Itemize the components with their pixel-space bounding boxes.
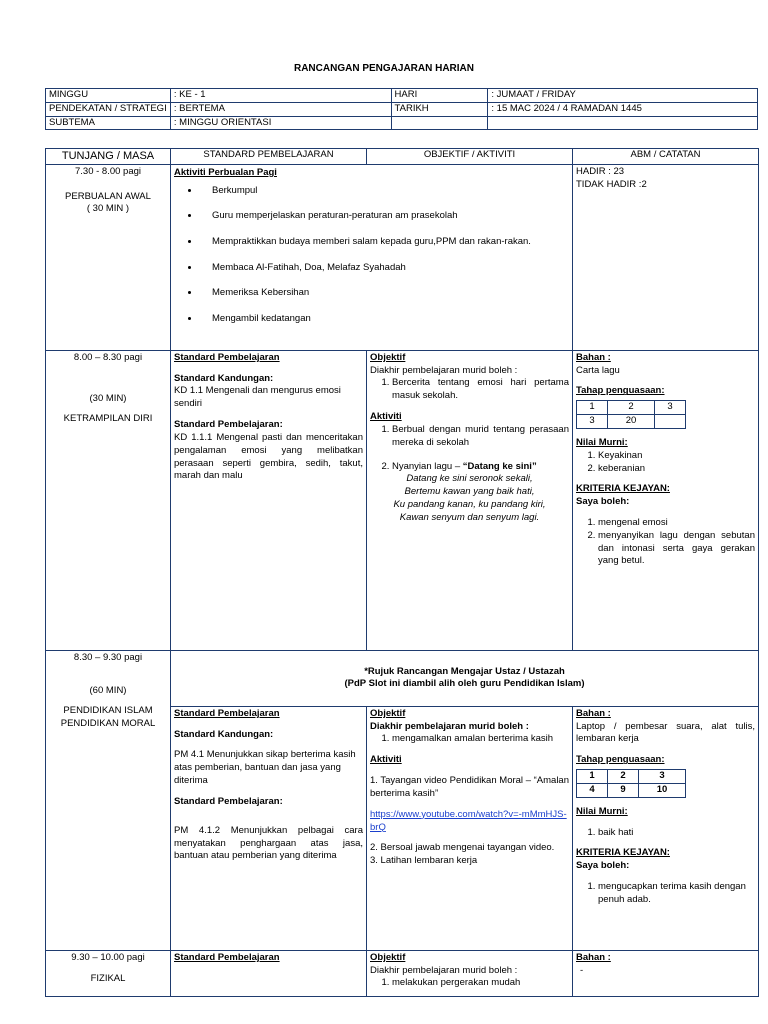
tunjang-name: PENDIDIKAN MORAL — [60, 718, 156, 730]
tahap-cell: 1 — [577, 770, 608, 784]
lyric-line: Bertemu kawan yang baik hati, — [404, 486, 535, 498]
akt-title: Aktiviti — [370, 411, 402, 423]
objektif-cell — [367, 350, 573, 650]
info-table — [45, 88, 758, 130]
header-standard: STANDARD PEMBELAJARAN — [171, 149, 367, 165]
video-link[interactable]: https://www.youtube.com/watch?v=-mMmHJS-brQ — [370, 808, 567, 833]
list-item: • Mempraktikkan budaya memberi salam kepada guru,PPM dan rakan-rakan. — [200, 235, 560, 250]
time-cell — [46, 650, 171, 950]
standard-cell — [171, 350, 367, 650]
list-item: • Berkumpul — [200, 184, 560, 199]
tunjang-name: FIZIKAL — [90, 972, 126, 984]
bahan-title: Bahan : — [576, 951, 611, 963]
list-item: 1. mengenal emosi — [598, 517, 755, 530]
sp-text: KD 1.1.1 Mengenal pasti dan menceritakan pengalaman emosi yang melibatkan perasaan seperti gembira, sedih, takut, marah dan malu — [174, 431, 363, 482]
pendekatan-value: : BERTEMA — [170, 102, 391, 116]
sk-text: PM 4.1 Menunjukkan sikap berterima kasih atas pemberian, bantuan dan jasa yang diterima — [174, 749, 356, 787]
pendekatan-label: PENDEKATAN / STRATEGI — [46, 102, 171, 116]
time: 7.30 - 8.00 pagi — [74, 165, 142, 177]
song-title: “Datang ke sini” — [462, 460, 537, 472]
tahap-cell: 3 — [639, 770, 686, 784]
info-row — [46, 116, 758, 130]
header-row — [46, 149, 759, 165]
sp-label: Standard Pembelajaran: — [174, 795, 283, 807]
tahap-cell: 4 — [577, 783, 608, 797]
info-empty — [488, 116, 758, 130]
list-item: • Mengambil kedatangan — [200, 312, 560, 327]
obj-list — [370, 377, 569, 403]
header-abm: ABM / CATATAN — [573, 149, 759, 165]
sp-title: Standard Pembelajaran — [174, 351, 280, 363]
sp-label: Standard Pembelajaran: — [174, 419, 283, 431]
kriteria-list — [576, 517, 755, 568]
duration: ( 30 MIN ) — [86, 203, 130, 215]
tunjang-name: PENDIDIKAN ISLAM — [63, 705, 153, 717]
note-cell — [171, 650, 759, 706]
time: 8.30 – 9.30 pagi — [73, 651, 143, 663]
tunjang-name: PERBUALAN AWAL — [65, 190, 151, 202]
minggu-value: : KE - 1 — [170, 89, 391, 103]
bahan-text: Carta lagu — [576, 364, 620, 376]
activity-list — [174, 184, 560, 327]
kriteria-title: KRITERIA KEJAYAN: — [576, 483, 670, 495]
tidak-hadir: TIDAK HADIR :2 — [576, 178, 647, 190]
akt-item: 3. Latihan lembaran kerja — [370, 855, 478, 867]
bahan-text: - — [580, 964, 584, 976]
lyric-line: Datang ke sini seronok sekali, — [406, 473, 533, 485]
tahap-cell: 20 — [608, 415, 655, 429]
saya-boleh: Saya boleh: — [576, 496, 630, 508]
subtema-value: : MINGGU ORIENTASI — [170, 116, 391, 130]
sp-text: PM 4.1.2 Menunjukkan pelbagai cara menyatakan penghargaan atas jasa, bantuan atau pemberian yang diterima — [174, 824, 363, 862]
standard-cell — [171, 706, 367, 950]
tahap-cell: 1 — [577, 401, 608, 415]
info-row — [46, 89, 758, 103]
sk-label: Standard Kandungan: — [174, 728, 274, 740]
info-empty — [391, 116, 488, 130]
sp-title: Standard Pembelajaran — [174, 951, 280, 963]
time: 9.30 – 10.00 pagi — [71, 951, 145, 963]
sk-text: KD 1.1 Mengenali dan mengurus emosi sendiri — [174, 385, 341, 410]
list-item: 1. mengamalkan amalan berterima kasih — [392, 733, 569, 746]
objektif-cell — [367, 706, 573, 950]
standard-cell — [171, 950, 367, 996]
row-ketrampilan-diri — [46, 350, 759, 650]
activity-cell — [171, 164, 573, 350]
abm-cell — [573, 164, 759, 350]
obj-intro: Diakhir pembelajaran murid boleh : — [370, 364, 518, 376]
kriteria-list — [576, 881, 755, 907]
header-objektif: OBJEKTIF / AKTIVITI — [367, 149, 573, 165]
time-cell — [46, 950, 171, 996]
obj-list — [370, 977, 569, 990]
time: 8.00 – 8.30 pagi — [73, 351, 143, 363]
hari-label: HARI — [391, 89, 488, 103]
obj-title: Objektif — [370, 951, 406, 963]
time-cell — [46, 350, 171, 650]
tahap-cell — [654, 415, 685, 429]
tarikh-value: : 15 MAC 2024 / 4 RAMADAN 1445 — [488, 102, 758, 116]
obj-title: Objektif — [370, 707, 406, 719]
bahan-title: Bahan : — [576, 351, 611, 363]
list-item: 1. baik hati — [598, 827, 755, 840]
list-item: • Membaca Al-Fatihah, Doa, Melafaz Syahadah — [200, 261, 560, 276]
nilai-list — [576, 827, 755, 840]
list-item: 2. keberanian — [598, 463, 755, 476]
nilai-title: Nilai Murni: — [576, 436, 628, 448]
list-item: 1. Bercerita tentang emosi hari pertama masuk sekolah. — [392, 377, 569, 403]
activity-title: Aktiviti Perbualan Pagi — [174, 166, 277, 178]
list-item: • Memeriksa Kebersihan — [200, 286, 560, 301]
tarikh-label: TARIKH — [391, 102, 488, 116]
kriteria-title: KRITERIA KEJAYAN: — [576, 847, 670, 859]
abm-cell — [573, 706, 759, 950]
tahap-cell: 3 — [577, 415, 608, 429]
obj-intro: Diakhir pembelajaran murid boleh : — [370, 720, 529, 732]
nilai-title: Nilai Murni: — [576, 805, 628, 817]
lyric-line: Ku pandang kanan, ku pandang kiri, — [393, 498, 546, 510]
list-item: 1. Berbual dengan murid tentang perasaan mereka di sekolah — [392, 424, 569, 450]
row-perbualan-awal — [46, 164, 759, 350]
note-line: (PdP Slot ini diambil alih oleh guru Pendidikan Islam) — [344, 678, 585, 690]
header-tunjang: TUNJANG / MASA — [46, 149, 171, 165]
lyric-line: Kawan senyum dan senyum lagi. — [399, 511, 540, 523]
nilai-list — [576, 450, 755, 476]
tahap-title: Tahap penguasaan: — [576, 754, 665, 766]
sk-label: Standard Kandungan: — [174, 372, 274, 384]
obj-title: Objektif — [370, 351, 406, 363]
lesson-table — [45, 148, 759, 997]
song-prefix: Nyanyian lagu – — [392, 460, 463, 472]
page-title: RANCANGAN PENGAJARAN HARIAN — [293, 63, 474, 74]
tahap-cell: 3 — [654, 401, 685, 415]
abm-cell — [573, 950, 759, 996]
minggu-label: MINGGU — [46, 89, 171, 103]
row-fizikal — [46, 950, 759, 996]
list-item: 2. menyanyikan lagu dengan sebutan dan intonasi serta gaya gerakan yang betul. — [598, 530, 755, 568]
duration: (60 MIN) — [89, 684, 127, 696]
hadir: HADIR : 23 — [576, 165, 625, 177]
bahan-text: Laptop / pembesar suara, alat tulis, lembaran kerja — [576, 720, 755, 745]
list-item — [392, 461, 569, 474]
akt-title: Aktiviti — [370, 754, 402, 766]
akt-item: 1. Tayangan video Pendidikan Moral – “Amalan berterima kasih” — [370, 775, 569, 799]
akt-item: 2. Bersoal jawab mengenai tayangan video. — [370, 842, 555, 854]
bahan-title: Bahan : — [576, 707, 611, 719]
list-item: 1. Keyakinan — [598, 450, 755, 463]
tahap-cell: 10 — [639, 783, 686, 797]
list-item: • Guru memperjelaskan peraturan-peraturan am prasekolah — [200, 209, 560, 224]
objektif-cell — [367, 950, 573, 996]
obj-list — [370, 733, 569, 746]
sp-title: Standard Pembelajaran — [174, 707, 280, 719]
row-pendidikan-islam — [46, 650, 759, 706]
subtema-label: SUBTEMA — [46, 116, 171, 130]
saya-boleh: Saya boleh: — [576, 860, 630, 872]
duration: (30 MIN) — [89, 392, 127, 404]
tunjang-name: KETRAMPILAN DIRI — [63, 413, 153, 425]
akt-list — [370, 424, 569, 473]
obj-intro: Diakhir pembelajaran murid boleh : — [370, 964, 518, 976]
hari-value: : JUMAAT / FRIDAY — [488, 89, 758, 103]
list-item: 1. melakukan pergerakan mudah — [392, 977, 569, 990]
abm-cell — [573, 350, 759, 650]
tahap-table — [576, 400, 686, 429]
note-line: *Rujuk Rancangan Mengajar Ustaz / Ustazah — [364, 665, 565, 677]
info-row — [46, 102, 758, 116]
tahap-title: Tahap penguasaan: — [576, 385, 665, 397]
tahap-cell: 9 — [608, 783, 639, 797]
tahap-table — [576, 769, 686, 798]
tahap-cell: 2 — [608, 401, 655, 415]
tahap-cell: 2 — [608, 770, 639, 784]
time-cell — [46, 164, 171, 350]
list-item: 1. mengucapkan terima kasih dengan penuh adab. — [598, 881, 755, 907]
